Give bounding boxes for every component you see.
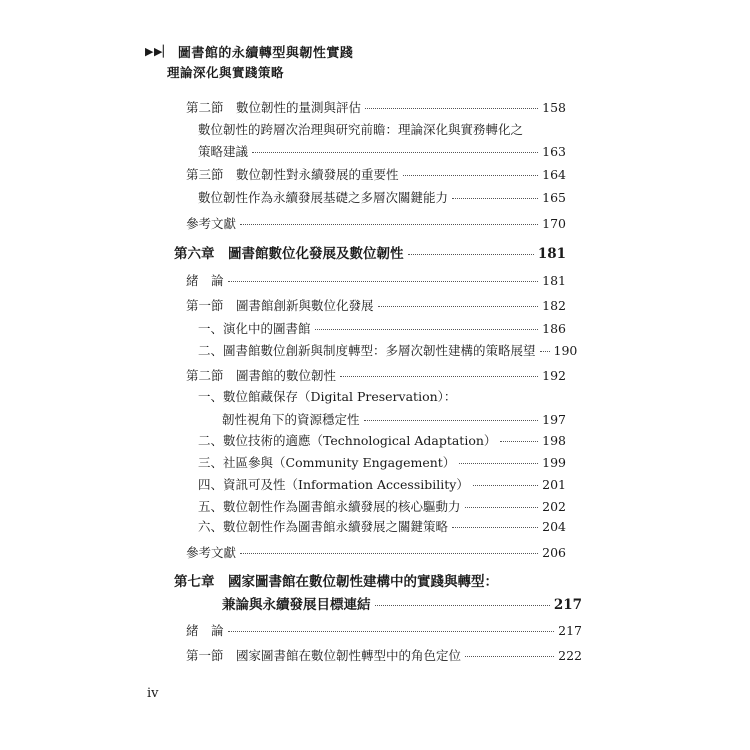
running-header-title-row <box>147 42 353 61</box>
toc-entry-page: 165 <box>542 190 566 205</box>
dot-leader <box>240 224 538 225</box>
toc-entry <box>198 343 578 359</box>
toc-entry <box>186 298 566 314</box>
toc-entry-label: 一、數位館藏保存（Digital Preservation）： <box>198 389 457 404</box>
dot-leader <box>378 306 539 307</box>
toc-entry-label: 三、社區參與（Community Engagement） <box>198 455 456 470</box>
dot-leader <box>459 463 538 464</box>
dot-leader <box>540 351 550 352</box>
toc-entry-page: 181 <box>537 246 566 262</box>
toc-entry-page: 202 <box>542 499 566 514</box>
dot-leader <box>465 656 554 657</box>
toc-entry-page: 192 <box>542 368 566 383</box>
dot-leader <box>500 441 538 442</box>
dot-leader <box>252 152 538 153</box>
dot-leader <box>403 175 539 176</box>
toc-entry-page: 199 <box>542 455 566 470</box>
toc-entry <box>198 144 566 160</box>
toc-entry-label: 第三節 數位韌性對永續發展的重要性 <box>186 167 399 182</box>
toc-entry-label: 策略建議 <box>198 144 249 159</box>
toc-entry-page: 170 <box>542 216 566 231</box>
toc-entry-page: 181 <box>542 273 566 288</box>
toc-entry-page: 198 <box>542 433 566 448</box>
toc-entry-page: 182 <box>542 298 566 313</box>
toc-entry-label: 第六章 圖書館數位化發展及數位韌性 <box>174 246 404 262</box>
toc-entry-label: 韌性視角下的資源穩定性 <box>222 412 360 427</box>
dot-leader <box>408 254 534 255</box>
toc-entry-label: 第一節 圖書館創新與數位化發展 <box>186 298 374 313</box>
fast-forward-icon: ▶▶▏ <box>145 45 172 58</box>
book-title: 圖書館的永續轉型與韌性實踐 <box>177 46 354 61</box>
toc-entry <box>198 433 566 449</box>
toc-entry-page: 190 <box>553 343 578 358</box>
toc-entry-label: 二、圖書館數位創新與制度轉型：多層次韌性建構的策略展望 <box>198 343 536 358</box>
dot-leader <box>375 605 550 606</box>
toc-entry <box>186 623 582 639</box>
toc-chapter-entry <box>174 246 566 262</box>
page-number: iv <box>147 686 159 701</box>
toc-chapter-label: 第七章 國家圖書館在數位韌性建構中的實踐與轉型： <box>174 574 498 590</box>
toc-entry-label: 一、演化中的圖書館 <box>198 321 311 336</box>
dot-leader <box>228 281 539 282</box>
toc-entry-label: 數位韌性作為永續發展基礎之多層次關鍵能力 <box>198 190 449 205</box>
toc-entry <box>186 648 582 664</box>
dot-leader <box>228 631 555 632</box>
dot-leader <box>364 420 539 421</box>
running-header <box>147 42 353 81</box>
toc-entry-label: 參考文獻 <box>186 545 237 560</box>
toc-entry <box>198 519 566 535</box>
toc-entry-label: 第一節 國家圖書館在數位韌性轉型中的角色定位 <box>186 648 462 663</box>
dot-leader <box>465 507 539 508</box>
toc-entry <box>198 455 566 471</box>
toc-entry <box>186 100 566 116</box>
dot-leader <box>452 527 538 528</box>
toc-entry-page: 163 <box>542 144 566 159</box>
toc-entry <box>198 190 566 206</box>
toc-entry-label: 兼論與永續發展目標連結 <box>222 597 371 613</box>
toc-entry-label: 五、數位韌性作為圖書館永續發展的核心驅動力 <box>198 499 461 514</box>
toc-entry-label: 數位韌性的跨層次治理與研究前瞻：理論深化與實務轉化之 <box>198 122 524 137</box>
toc-entry-page: 217 <box>558 623 582 638</box>
toc-entry-label: 緒 論 <box>186 623 224 638</box>
dot-leader <box>240 553 538 554</box>
toc-entry-page: 186 <box>542 321 566 336</box>
toc-entry <box>222 412 566 428</box>
toc-entry-page: 197 <box>542 412 566 427</box>
toc-entry-page: 201 <box>542 477 566 492</box>
toc-entry-label: 第二節 數位韌性的量測與評估 <box>186 100 362 115</box>
book-subtitle: 理論深化與實踐策略 <box>167 65 285 80</box>
dot-leader <box>340 376 538 377</box>
dot-leader <box>452 198 538 199</box>
toc-entry <box>198 499 566 515</box>
toc-entry-page: 217 <box>553 597 582 613</box>
toc-entry <box>198 321 566 337</box>
toc-chapter-entry <box>222 597 582 613</box>
toc-entry <box>186 368 566 384</box>
dot-leader <box>365 108 538 109</box>
toc-entry-label: 參考文獻 <box>186 216 237 231</box>
toc-entry-label: 第二節 圖書館的數位韌性 <box>186 368 337 383</box>
dot-leader <box>315 329 539 330</box>
dot-leader <box>473 485 538 486</box>
toc-entry-page: 164 <box>542 167 566 182</box>
toc-entry <box>186 545 566 561</box>
toc-entry-page: 204 <box>542 519 566 534</box>
toc-entry <box>186 167 566 183</box>
toc-entry-page: 158 <box>542 100 566 115</box>
toc-entry <box>186 273 566 289</box>
toc-entry-label: 緒 論 <box>186 273 224 288</box>
toc-entry-label: 二、數位技術的適應（Technological Adaptation） <box>198 433 497 448</box>
toc-entry-page: 206 <box>542 545 566 560</box>
toc-entry <box>186 216 566 232</box>
toc-entry-label: 四、資訊可及性（Information Accessibility） <box>198 477 469 492</box>
toc-entry-page: 222 <box>558 648 582 663</box>
toc-entry <box>198 477 566 493</box>
toc-entry-label: 六、數位韌性作為圖書館永續發展之關鍵策略 <box>198 519 449 534</box>
